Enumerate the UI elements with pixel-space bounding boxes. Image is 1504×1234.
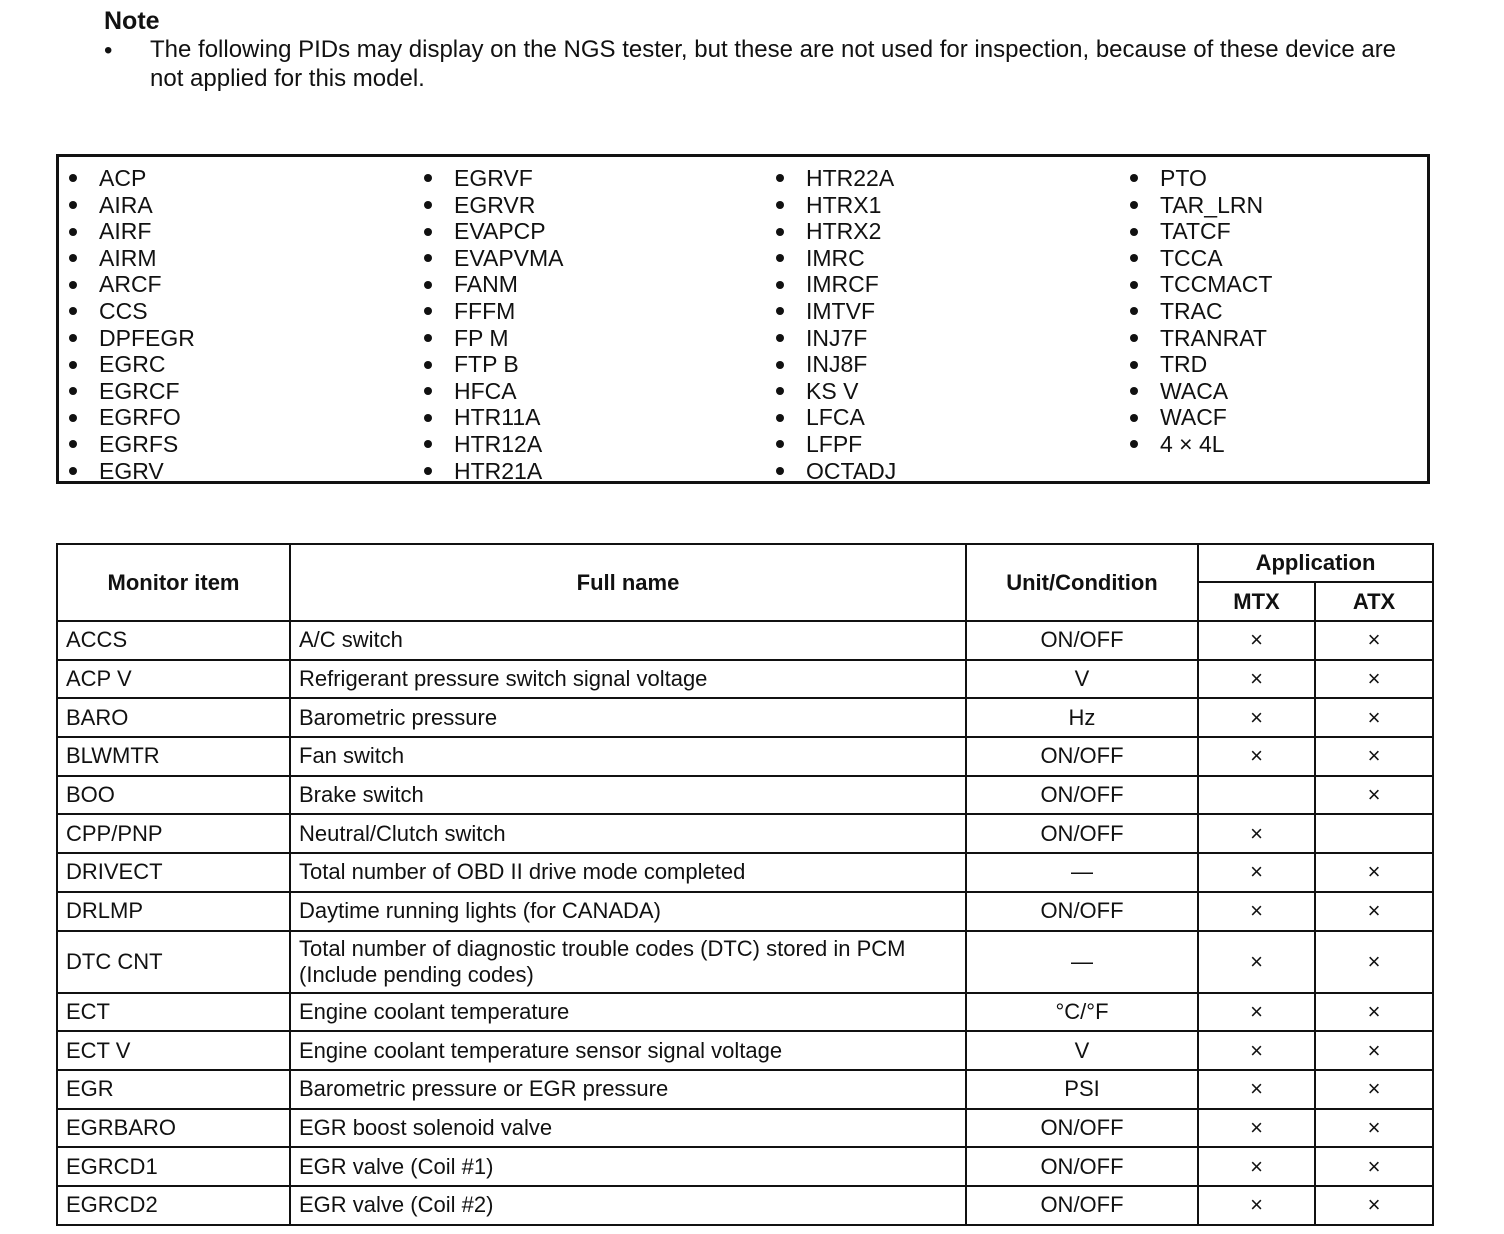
pid-item: [69, 458, 195, 485]
header-atx: ATX: [1315, 582, 1433, 621]
cell-mtx: ×: [1198, 1186, 1315, 1225]
bullet-dot-icon: [1130, 334, 1138, 342]
cell-atx: ×: [1315, 1186, 1433, 1225]
cell-full-name: Barometric pressure: [290, 698, 966, 737]
bullet-dot-icon: [1130, 281, 1138, 289]
pid-item: [424, 378, 564, 405]
cell-monitor-item: ECT V: [57, 1031, 290, 1070]
bullet-dot-icon: [424, 228, 432, 236]
bullet-dot-icon: [69, 440, 77, 448]
cell-full-name: Total number of OBD II drive mode completed: [290, 853, 966, 892]
cell-atx: ×: [1315, 993, 1433, 1032]
pid-label: INJ7F: [806, 324, 868, 351]
table-row: [57, 737, 1433, 776]
pid-item: [424, 325, 564, 352]
cell-unit: —: [966, 931, 1198, 993]
cell-unit: ON/OFF: [966, 1109, 1198, 1148]
pid-list-box: [56, 154, 1430, 484]
pid-item: [776, 351, 896, 378]
bullet-dot-icon: [776, 174, 784, 182]
pid-column-2: [424, 165, 564, 484]
pid-item: [69, 325, 195, 352]
note-title: Note: [104, 7, 160, 35]
table-row: [57, 892, 1433, 931]
cell-unit: V: [966, 660, 1198, 699]
bullet-dot-icon: [1130, 414, 1138, 422]
pid-label: TRAC: [1160, 297, 1223, 324]
pid-label: EGRFS: [99, 430, 179, 457]
cell-atx: ×: [1315, 892, 1433, 931]
bullet-dot-icon: [69, 174, 77, 182]
pid-item: [776, 404, 896, 431]
pid-item: [1130, 431, 1272, 458]
cell-atx: ×: [1315, 1109, 1433, 1148]
pid-item: [776, 245, 896, 272]
pid-item: [69, 218, 195, 245]
bullet-dot-icon: [776, 201, 784, 209]
pid-label: HTR22A: [806, 165, 895, 191]
pid-item: [424, 404, 564, 431]
pid-item: [69, 404, 195, 431]
cell-monitor-item: CPP/PNP: [57, 814, 290, 853]
cell-mtx: ×: [1198, 737, 1315, 776]
cell-unit: ON/OFF: [966, 776, 1198, 815]
table-row: [57, 931, 1433, 993]
pid-item: [1130, 192, 1272, 219]
cell-monitor-item: EGRBARO: [57, 1109, 290, 1148]
pid-item: [776, 458, 896, 485]
cell-mtx: ×: [1198, 660, 1315, 699]
pid-label: ACP: [99, 165, 147, 191]
pid-label: IMTVF: [806, 297, 875, 324]
bullet-dot-icon: [776, 281, 784, 289]
cell-mtx: ×: [1198, 931, 1315, 993]
pid-label: IMRCF: [806, 271, 879, 298]
cell-mtx: ×: [1198, 1031, 1315, 1070]
cell-monitor-item: DRIVECT: [57, 853, 290, 892]
pid-item: [1130, 245, 1272, 272]
cell-monitor-item: EGRCD1: [57, 1147, 290, 1186]
pid-label: EGRV: [99, 457, 164, 484]
pid-item: [1130, 404, 1272, 431]
cell-mtx: [1198, 776, 1315, 815]
cell-mtx: ×: [1198, 993, 1315, 1032]
pid-label: OCTADJ: [806, 457, 897, 484]
cell-full-name: A/C switch: [290, 621, 966, 660]
pid-column-1: [69, 165, 195, 484]
pid-column-4: [1130, 165, 1272, 458]
pid-label: PTO: [1160, 165, 1207, 191]
pid-label: INJ8F: [806, 351, 868, 378]
bullet-dot-icon: [69, 361, 77, 369]
pid-item: [776, 298, 896, 325]
pid-item: [69, 271, 195, 298]
table-row: [57, 853, 1433, 892]
bullet-dot-icon: [1130, 307, 1138, 315]
bullet-dot-icon: [69, 334, 77, 342]
cell-monitor-item: ECT: [57, 993, 290, 1032]
pid-item: [1130, 271, 1272, 298]
note-bullet: •: [104, 37, 113, 64]
cell-atx: ×: [1315, 1031, 1433, 1070]
cell-unit: °C/°F: [966, 993, 1198, 1032]
note-text: The following PIDs may display on the NGS tester, but these are not used for inspection, because of these device are not applied for this model.: [150, 36, 1397, 92]
bullet-dot-icon: [1130, 201, 1138, 209]
cell-mtx: ×: [1198, 1070, 1315, 1109]
pid-label: DPFEGR: [99, 324, 195, 351]
pid-label: EGRVF: [454, 165, 533, 191]
cell-unit: ON/OFF: [966, 1147, 1198, 1186]
pid-label: AIRF: [99, 218, 152, 245]
pid-item: [1130, 351, 1272, 378]
pid-item: [69, 351, 195, 378]
header-full-name: Full name: [290, 544, 966, 621]
cell-unit: ON/OFF: [966, 1186, 1198, 1225]
pid-item: [1130, 325, 1272, 352]
pid-label: TCCMACT: [1160, 271, 1273, 298]
cell-mtx: ×: [1198, 698, 1315, 737]
bullet-dot-icon: [776, 361, 784, 369]
table-row: [57, 621, 1433, 660]
bullet-dot-icon: [424, 307, 432, 315]
bullet-dot-icon: [1130, 361, 1138, 369]
cell-mtx: ×: [1198, 1109, 1315, 1148]
header-mtx: MTX: [1198, 582, 1315, 621]
cell-full-name: Refrigerant pressure switch signal voltage: [290, 660, 966, 699]
table-row: [57, 776, 1433, 815]
table-row: [57, 1031, 1433, 1070]
header-unit-condition: Unit/Condition: [966, 544, 1198, 621]
pid-label: TRANRAT: [1160, 324, 1267, 351]
pid-label: WACA: [1160, 377, 1229, 404]
pid-label: EVAPVMA: [454, 244, 564, 271]
cell-monitor-item: EGRCD2: [57, 1186, 290, 1225]
pid-label: TCCA: [1160, 244, 1223, 271]
table-row: [57, 1109, 1433, 1148]
pid-item: [776, 218, 896, 245]
pid-label: HTRX1: [806, 191, 882, 218]
pid-label: AIRA: [99, 191, 153, 218]
cell-unit: ON/OFF: [966, 814, 1198, 853]
pid-item: [776, 271, 896, 298]
bullet-dot-icon: [776, 467, 784, 475]
pid-item: [1130, 165, 1272, 192]
cell-atx: ×: [1315, 1147, 1433, 1186]
table-row: [57, 1186, 1433, 1225]
pid-label: HTRX2: [806, 218, 882, 245]
bullet-dot-icon: [776, 440, 784, 448]
table-row: [57, 660, 1433, 699]
table-row: [57, 993, 1433, 1032]
bullet-dot-icon: [424, 387, 432, 395]
pid-label: TATCF: [1160, 218, 1231, 245]
pid-label: LFPF: [806, 430, 863, 457]
pid-item: [1130, 218, 1272, 245]
pid-item: [776, 192, 896, 219]
cell-monitor-item: ACP V: [57, 660, 290, 699]
bullet-dot-icon: [69, 228, 77, 236]
bullet-dot-icon: [424, 334, 432, 342]
cell-full-name: Brake switch: [290, 776, 966, 815]
pid-label: HTR11A: [454, 404, 541, 431]
pid-item: [1130, 378, 1272, 405]
cell-monitor-item: DRLMP: [57, 892, 290, 931]
cell-monitor-item: DTC CNT: [57, 931, 290, 993]
pid-label: EGRFO: [99, 404, 181, 431]
bullet-dot-icon: [1130, 174, 1138, 182]
pid-label: IMRC: [806, 244, 865, 271]
pid-item: [776, 378, 896, 405]
pid-item: [69, 378, 195, 405]
table-row: [57, 814, 1433, 853]
pid-item: [424, 271, 564, 298]
bullet-dot-icon: [69, 281, 77, 289]
pid-item: [424, 245, 564, 272]
cell-mtx: ×: [1198, 1147, 1315, 1186]
bullet-dot-icon: [424, 174, 432, 182]
pid-label: HTR21A: [454, 457, 543, 484]
bullet-dot-icon: [1130, 440, 1138, 448]
cell-unit: —: [966, 853, 1198, 892]
cell-monitor-item: BLWMTR: [57, 737, 290, 776]
pid-item: [424, 218, 564, 245]
pid-column-3: [776, 165, 896, 484]
cell-atx: ×: [1315, 737, 1433, 776]
cell-atx: ×: [1315, 931, 1433, 993]
cell-full-name: EGR boost solenoid valve: [290, 1109, 966, 1148]
bullet-dot-icon: [69, 414, 77, 422]
pid-label: HTR12A: [454, 430, 543, 457]
bullet-dot-icon: [776, 414, 784, 422]
pid-item: [424, 431, 564, 458]
cell-unit: PSI: [966, 1070, 1198, 1109]
pid-item: [424, 165, 564, 192]
table-row: [57, 698, 1433, 737]
bullet-dot-icon: [69, 201, 77, 209]
pid-label: WACF: [1160, 404, 1227, 431]
bullet-dot-icon: [424, 467, 432, 475]
cell-full-name: Neutral/Clutch switch: [290, 814, 966, 853]
pid-item: [69, 298, 195, 325]
cell-full-name: Fan switch: [290, 737, 966, 776]
bullet-dot-icon: [424, 440, 432, 448]
bullet-dot-icon: [69, 307, 77, 315]
cell-atx: ×: [1315, 660, 1433, 699]
pid-label: TRD: [1160, 351, 1208, 378]
cell-unit: Hz: [966, 698, 1198, 737]
bullet-dot-icon: [776, 334, 784, 342]
pid-item: [69, 431, 195, 458]
pid-label: TAR_LRN: [1160, 191, 1264, 218]
pid-item: [424, 192, 564, 219]
bullet-dot-icon: [1130, 254, 1138, 262]
cell-mtx: ×: [1198, 853, 1315, 892]
pid-label: EGRCF: [99, 377, 180, 404]
pid-label: HFCA: [454, 377, 517, 404]
cell-mtx: ×: [1198, 621, 1315, 660]
cell-unit: ON/OFF: [966, 737, 1198, 776]
pid-label: ARCF: [99, 271, 162, 298]
cell-full-name: EGR valve (Coil #1): [290, 1147, 966, 1186]
pid-item: [776, 165, 896, 192]
pid-item: [776, 431, 896, 458]
cell-atx: ×: [1315, 698, 1433, 737]
cell-full-name: Engine coolant temperature sensor signal voltage: [290, 1031, 966, 1070]
cell-monitor-item: ACCS: [57, 621, 290, 660]
header-application: Application: [1198, 544, 1433, 582]
cell-full-name: Barometric pressure or EGR pressure: [290, 1070, 966, 1109]
bullet-dot-icon: [424, 201, 432, 209]
pid-item: [424, 298, 564, 325]
monitor-table: [56, 543, 1434, 1226]
pid-label: EGRVR: [454, 191, 536, 218]
pid-label: LFCA: [806, 404, 865, 431]
pid-label: FANM: [454, 271, 518, 298]
pid-label: KS V: [806, 377, 859, 404]
bullet-dot-icon: [424, 254, 432, 262]
cell-full-name: Engine coolant temperature: [290, 993, 966, 1032]
cell-atx: ×: [1315, 1070, 1433, 1109]
pid-item: [424, 351, 564, 378]
bullet-dot-icon: [776, 387, 784, 395]
cell-atx: ×: [1315, 853, 1433, 892]
cell-full-name: EGR valve (Coil #2): [290, 1186, 966, 1225]
pid-item: [1130, 298, 1272, 325]
bullet-dot-icon: [424, 414, 432, 422]
bullet-dot-icon: [776, 254, 784, 262]
bullet-dot-icon: [69, 254, 77, 262]
cell-mtx: ×: [1198, 814, 1315, 853]
bullet-dot-icon: [424, 361, 432, 369]
pid-label: FTP B: [454, 351, 519, 378]
pid-label: AIRM: [99, 244, 157, 271]
cell-atx: ×: [1315, 621, 1433, 660]
cell-atx: ×: [1315, 776, 1433, 815]
bullet-dot-icon: [69, 467, 77, 475]
cell-full-name: Total number of diagnostic trouble codes (DTC) stored in PCM (Include pending codes): [290, 931, 966, 993]
pid-item: [424, 458, 564, 485]
bullet-dot-icon: [1130, 387, 1138, 395]
cell-full-name: Daytime running lights (for CANADA): [290, 892, 966, 931]
cell-unit: ON/OFF: [966, 892, 1198, 931]
pid-item: [69, 165, 195, 192]
pid-label: CCS: [99, 297, 148, 324]
bullet-dot-icon: [424, 281, 432, 289]
cell-monitor-item: EGR: [57, 1070, 290, 1109]
cell-monitor-item: BARO: [57, 698, 290, 737]
pid-item: [69, 192, 195, 219]
bullet-dot-icon: [69, 387, 77, 395]
pid-label: EGRC: [99, 351, 166, 378]
pid-label: FP M: [454, 324, 509, 351]
table-row: [57, 1070, 1433, 1109]
cell-unit: ON/OFF: [966, 621, 1198, 660]
pid-label: FFFM: [454, 297, 516, 324]
pid-item: [69, 245, 195, 272]
pid-label: EVAPCP: [454, 218, 546, 245]
cell-unit: V: [966, 1031, 1198, 1070]
table-row: [57, 1147, 1433, 1186]
pid-item: [776, 325, 896, 352]
bullet-dot-icon: [776, 228, 784, 236]
pid-label: 4 × 4L: [1160, 430, 1225, 457]
cell-atx: [1315, 814, 1433, 853]
cell-mtx: ×: [1198, 892, 1315, 931]
header-monitor-item: Monitor item: [57, 544, 290, 621]
bullet-dot-icon: [776, 307, 784, 315]
bullet-dot-icon: [1130, 228, 1138, 236]
cell-monitor-item: BOO: [57, 776, 290, 815]
